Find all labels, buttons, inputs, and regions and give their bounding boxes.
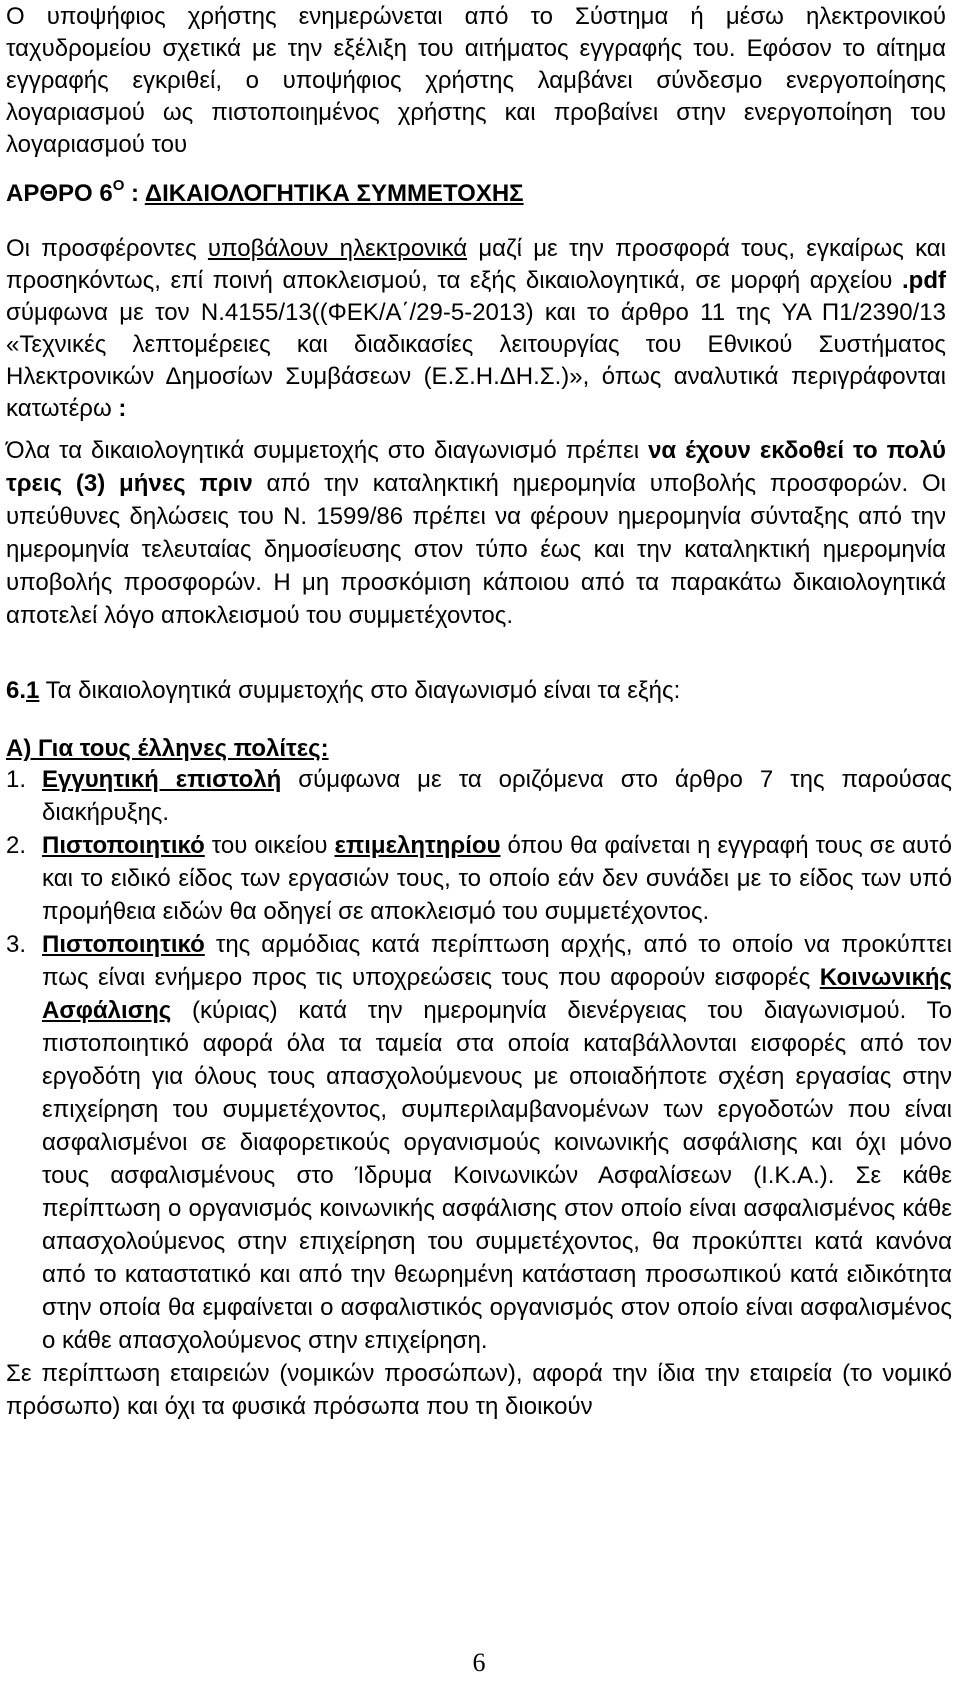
item-number: 3. xyxy=(6,931,27,958)
para1-pdf: .pdf xyxy=(902,267,946,294)
subheading-text: Α) Για τους έλληνες πολίτες: xyxy=(6,735,329,762)
para2-text-2: από την καταληκτική ημερομηνία υποβολής προσφορών. Οι υπεύθυνες δηλώσεις του Ν. xyxy=(6,470,947,530)
section-number-a: 6. xyxy=(6,677,27,704)
page-number xyxy=(6,1648,952,1678)
para2-text-3: 1599/86 πρέπει να φέρουν ημερομηνία σύνταξης από την ημερομηνία τελευταίας δημοσίευσης στον τύπο έως και την καταληκτική ημερομηνία υποβολής προσφορών. Η μη προσκόμιση κάποιου από τα παρακάτω δικαιολογητικά αποτελεί λόγο αποκλεισμού του συμμετέχοντος. xyxy=(6,503,947,629)
article-ordinal: Ο xyxy=(112,177,125,194)
continuation-paragraph xyxy=(6,1357,952,1423)
para1-text-3: σύμφωνα με τον Ν. xyxy=(6,299,225,326)
continuation-text: Σε περίπτωση εταιρειών (νομικών προσώπων), αφορά την ίδια την εταιρεία (το νομικό πρόσωπο) και όχι τα φυσικά πρόσωπα που τη διοικούν xyxy=(6,1360,952,1420)
item-title: Πιστοποιητικό xyxy=(42,832,205,859)
section-number-b: 1 xyxy=(26,677,40,704)
intro-paragraph xyxy=(6,1,946,161)
item-text: σύμφωνα με τα οριζόμενα στο άρθρο 7 της παρούσας διακήρυξης. xyxy=(42,766,952,826)
item-text: (κύριας) κατά την ημερομηνία διενέργειας του διαγωνισμού. Το πιστοποιητικό αφορά όλα τα ταμεία στα οποία καταβάλλονται εισφορές από τον εργοδότη για όλους τους απασχολούμενους με οποιαδήποτε σχέση εργασίας στην επιχείρηση του συμμετέχοντος, συμπεριλαμβανομένων των εργοδοτών που είναι ασφαλισμένοι σε διαφορετικούς οργανισμούς κοινωνικής ασφάλισης και όχι μόνο τους ασφαλισμένους στο Ίδρυμα Κοινωνικών Ασφαλίσεων (Ι.Κ.Α.). Σε κάθε περίπτωση ο οργανισμός κοινωνικής ασφάλισης στον οποίο είναι ασφαλισμένος κάθε απασχολούμενος στην επιχείρηση του συμμετέχοντος, θα προκύπτει κατά κανόνα από το καταστατικό και από την θεωρημένη κατάσταση προσωπικού κατά ειδικότητα στην οποία θα εμφαίνεται ο ασφαλιστικός οργανισμός στον οποίο είναι ασφαλισμένος ο κάθε απασχολούμενος στην επιχείρηση. xyxy=(42,997,952,1354)
para2-text-1: Όλα τα δικαιολογητικά συμμετοχής στο διαγωνισμό πρέπει xyxy=(6,437,649,464)
para1-text-4: 4155/13((ΦΕΚ/Α΄/29-5-2013) και το άρθρο 11 της ΥΑ Π1/2390/13 «Τεχνικές λεπτομέρειες και διαδικασίες λειτουργίας του Εθνικού Συστήματος Ηλεκτρονικών Δημοσίων Συμβάσεων (Ε.Σ.Η.ΔΗ.Σ.)» xyxy=(6,299,946,390)
para2-bold: να έχουν εκδοθεί το πολύ τρεις (3) μήνες πριν xyxy=(6,437,946,497)
item-number: 1. xyxy=(6,766,27,793)
article-number: ΑΡΘΡΟ 6 xyxy=(6,180,113,207)
item-text: του οικείου xyxy=(204,832,335,859)
article-separator: : xyxy=(124,180,145,207)
para1-colon: : xyxy=(118,395,127,422)
item-bold: Κοινωνικής Ασφάλισης xyxy=(42,964,952,1024)
item-text: της αρμόδιας κατά περίπτωση αρχής, από το οποίο να προκύπτει πως είναι ενήμερο προς τις υποχρεώσεις τους που αφορούν εισφορές xyxy=(42,931,952,991)
para1-text-2: μαζί με την προσφορά τους, εγκαίρως και προσηκόντως, επί ποινή αποκλεισμού, τα εξής δικαιολογητικά, σε μορφή αρχείου xyxy=(6,235,947,294)
para1-text-1: Οι προσφέροντες xyxy=(6,235,208,262)
requirements-list xyxy=(6,763,952,1423)
validity-paragraph xyxy=(6,434,946,632)
item-title: Πιστοποιητικό xyxy=(42,931,205,958)
list-item xyxy=(6,763,952,829)
item-bold: επιμελητηρίου xyxy=(334,832,501,859)
section-heading xyxy=(6,675,946,707)
intro-text: Ο υποψήφιος χρήστης ενημερώνεται από το Σύστημα ή μέσω ηλεκτρονικού ταχυδρομείου σχετικά με την εξέλιξη του αιτήματος εγγραφής του. Εφόσον το αίτημα εγγραφής εγκριθεί, ο υποψήφιος χρήστης λαμβάνει σύνδεσμο ενεργοποίησης λογαριασμού ως πιστοποιημένος χρήστης και προβαίνει στην ενεργοποίηση του λογαριασμού του xyxy=(6,3,946,158)
article-heading xyxy=(6,170,946,210)
para1-underlined: υποβάλουν ηλεκτρονικά xyxy=(207,235,468,262)
article-title: ΔΙΚΑΙΟΛΟΓΗΤΙΚΑ ΣΥΜΜΕΤΟΧΗΣ xyxy=(144,180,524,207)
section-text: Τα δικαιολογητικά συμμετοχής στο διαγωνισμό είναι τα εξής: xyxy=(39,677,681,704)
page-number-text: 6 xyxy=(472,1648,486,1677)
subheading xyxy=(6,733,946,765)
para1-text-5: , όπως αναλυτικά περιγράφονται κατωτέρω xyxy=(6,363,946,422)
item-number: 2. xyxy=(6,832,27,859)
list-item xyxy=(6,829,952,928)
item-title: Εγγυητική επιστολή xyxy=(42,766,282,793)
submission-paragraph xyxy=(6,233,946,425)
item-text: όπου θα φαίνεται η εγγραφή τους σε αυτό και το ειδικό είδος των εργασιών τους, το οποίο εάν δεν συνάδει με το είδος των υπό προμήθεια ειδών θα οδηγεί σε αποκλεισμό του συμμετέχοντος. xyxy=(42,832,952,925)
list-item xyxy=(6,928,952,1357)
